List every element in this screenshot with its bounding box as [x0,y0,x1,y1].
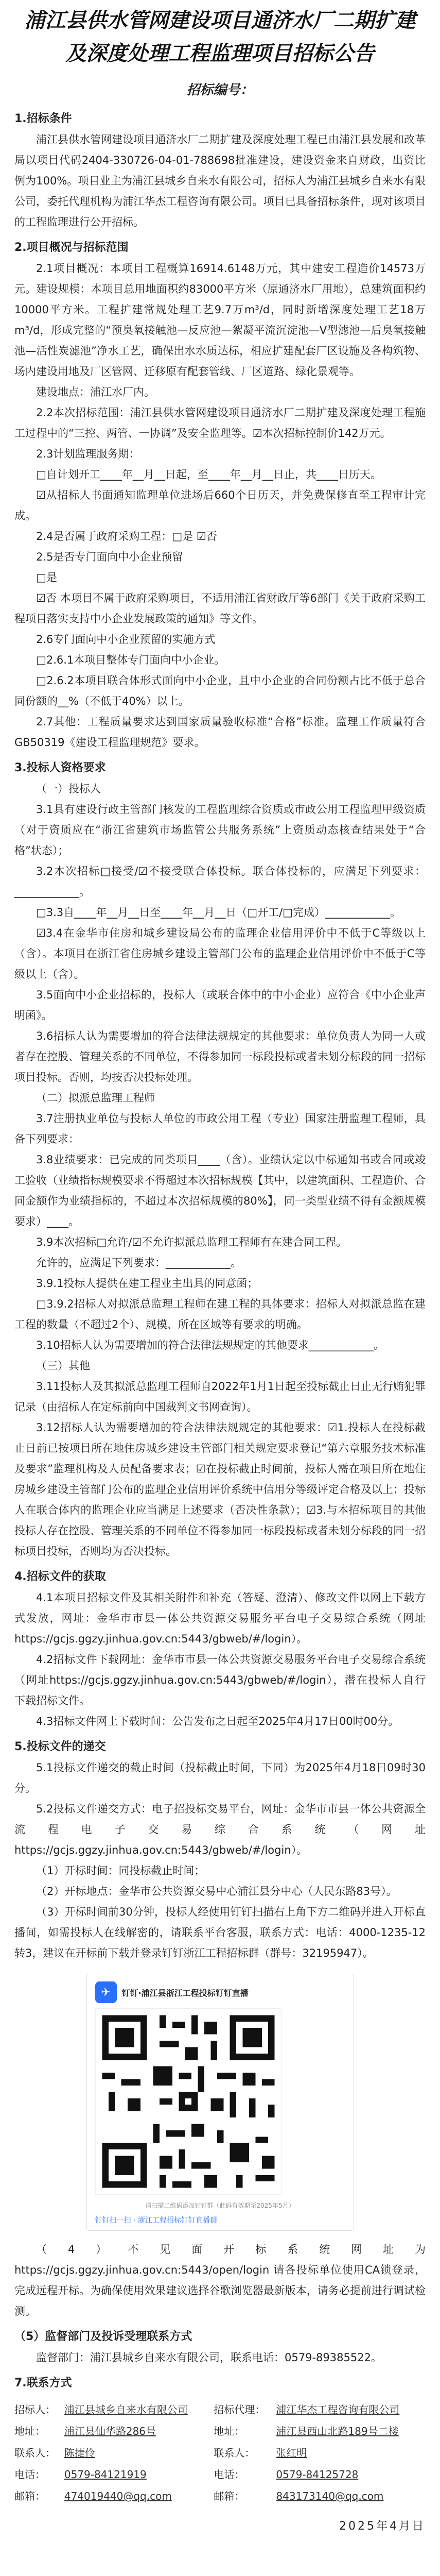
subheading-other: （三）其他 [36,1360,90,1372]
req-3-4: ☑3.4在金华市住房和城乡建设局公布的监理企业信用评价中不低于C等级以上（含）。本项目在浙江省住房城乡建设主管部门公布的监理企业信用评价中不低于C等级以上（含）。 [14,927,426,980]
req-3-9-1: 3.9.1投标人提供在建工程业主出具的同意函； [36,1277,258,1290]
qr-app-name: 钉钉·浦江县浙江工程投标钉钉直播 [121,1988,249,1998]
qr-footer: 钉钉扫一扫 · 浙江工程招标钉钉直播群 [95,2216,217,2225]
contact-value: 浦江县仙华路286号 [64,2425,156,2437]
opening-decrypt-note: （3）开标时间前30分钟，投标人经使用钉钉扫描右上角下方二维码并进入开标直播间，如需投标人在线解密的，请联系平台客服，联系方式：电话：4000-1235-12转3，建议在开标前下载并登录钉钉浙江工程招标群（群号：32195947）。 [14,1906,426,1959]
page-title: 浦江县供水管网建设项目通济水厂二期扩建及深度处理工程监理项目招标公告 [24,9,416,65]
req-3-9-allowed: 允许的，应满足下列要求：____________。 [36,1257,241,1269]
contact-value: 浦江县城乡自来水有限公司 [64,2403,188,2416]
contact-label: 招标代理： [214,2403,266,2416]
sme-method-heading: 2.6专门面向中小企业预留的实施方式 [36,633,216,646]
sme-reserve-no: ☑否 本项目不属于政府采购项目，不适用浦江省财政厅等6部门《关于政府采购工程项目落实支持中小企业发展政策的通知》等文件。 [14,592,426,625]
contact-row [14,2485,426,2507]
contact-label: 招标人： [14,2403,56,2416]
contact-value: 0579-84121919 [64,2468,147,2481]
sme-method-2: □2.6.2本项目联合体形式面向中小企业，且中小企业的合同份额占比不低于总合同份额的__%（不低于40%）以上。 [14,674,426,707]
section-heading-6: （5）监督部门及投诉受理联系方式 [14,2330,192,2343]
contact-row [14,2464,426,2485]
req-3-9-2: □3.9.2招标人对拟派总监理工程师在建工程的具体要求：招标人对拟派总监在建工程的数量（不超过2个）、规模、所在区域等有要求的明确。 [14,1298,426,1331]
req-3-1: 3.1具有建设行政主管部门核发的工程监理综合资质或市政公用工程监理甲级资质（对于资质应在“浙江省建筑市场监管公共服务系统”上资质动态核查结果处于“合格”状态）； [14,803,426,857]
sme-reserve-yes: □是 [36,571,57,584]
doc-4-1: 4.1本项目招标文件及其相关附件和补充（答疑、澄清）、修改文件以网上下载方式发放，网址：金华市市县一体公共资源交易服务平台电子交易综合系统（网址https://gcjs.ggzy.jinhua.gov.cn:5443/gbweb/#/login）。 [14,1591,426,1645]
quality-requirement: 2.7其他：工程质量要求达到国家质量验收标准“合格”标准。监理工作质量符合GB50319《建设工程监理规范》要求。 [14,716,426,749]
req-3-9: 3.9本次招标□允许/☑不允许拟派总监理工程师有在建合同工程。 [36,1236,347,1248]
contact-table [14,2399,426,2507]
req-3-6: 3.6招标人认为需要增加的符合法律法规规定的其他要求：单位负责人为同一人或者存在控股、管理关系的不同单位，不得参加同一标段投标或者未划分标段的同一招标项目投标。否则，均按否决投标处理。 [14,1030,426,1083]
government-procurement: 2.4是否属于政府采购工程：□是 ☑否 [36,530,217,543]
tender-number-label: 招标编号： [186,82,254,98]
contact-email[interactable]: 843173140@qq.com [276,2490,384,2502]
doc-4-3: 4.3招标文件网上下载时间：公告发布之日起至2025年4月17日00时00分。 [36,1715,399,1727]
section-heading-3: 3.投标人资格要求 [14,761,106,774]
dingtalk-logo-icon: ✈ [95,1981,117,2003]
opening-location: （2）开标地点：金华市公共资源交易中心浦江县分中心（人民东路83号）。 [36,1885,397,1897]
sme-method-1: □2.6.1本项目整体专门面向中小企业。 [36,654,225,666]
section-1-paragraph: 浦江县供水管网建设项目通济水厂二期扩建及深度处理工程已由浦江县发展和改革局以项目代码2404-330726-04-01-788698批准建设，建设资金来自财政，出资比例为100%。项目业主为浦江县城乡自来水有限公司，招标人为浦江县城乡自来水有限公司，委托代理机构为浦江华杰工程咨询有限公司。项目已具备招标条件，现对该项目的工程监理进行公开招标。 [14,133,426,228]
contact-value: 浦江县西山北路189号二楼 [276,2425,399,2437]
doc-4-2: 4.2招标文件下载网址：金华市市县一体公共资源交易服务平台电子交易综合系统（网址https://gcjs.ggzy.jinhua.gov.cn:5443/gbweb/#/login），潜在投标人自行下载招标文件。 [14,1653,426,1707]
contact-email[interactable]: 474019440@qq.com [64,2490,172,2502]
service-period-option-a: □自计划开工____年__月__日起，至____年__月__日止，共____日历天。 [36,468,381,481]
contact-label: 联系人： [214,2447,255,2459]
dingtalk-qr-card [86,1974,354,2231]
announcement-date: 2025年4月日 [339,2520,426,2533]
req-3-11: 3.11投标人及其拟派总监理工程师自2022年1月1日起至投标截止日止无行贿犯罪记录（由招标人在定标前向中国裁判文书网查询）。 [14,1380,426,1413]
contact-row [14,2442,426,2464]
contact-row [14,2420,426,2442]
construction-site: 建设地点：浦江水厂内。 [36,386,155,398]
contact-label: 地址： [214,2425,245,2437]
contact-label: 邮箱： [214,2490,245,2502]
project-overview: 2.1项目概况：本项目工程概算16914.6148万元，其中建安工程造价14573万元。建设规模：本项目总用地面积约83000平方米（原通济水厂用地），总建筑面积约10000平方米。工程扩建常规处理工艺9.7万m³/d，同时新增深度处理工艺18万m³/d，形成完整的“预臭氧接触池—反应池—絮凝平流沉淀池—V型滤池—后臭氧接触池—活性炭滤池”净水工艺，确保出水水质达标，相应扩建配套厂区设施及各构筑物、场内建设用地及厂区管网、迁移原有配套管线、厂区道路、绿化景观等。 [14,262,426,378]
section-heading-1: 1.招标条件 [14,112,72,125]
contact-row [14,2399,426,2420]
service-period-heading: 2.3计划监理服务期： [36,448,140,460]
req-3-3: □3.3自____年__月__日至____年__月__日（□开工/□完成）____________。 [36,906,401,919]
contact-value: 陈捷伶 [64,2447,95,2459]
contact-value: 浦江华杰工程咨询有限公司 [276,2403,400,2416]
contact-label: 邮箱： [14,2490,45,2502]
service-period-option-b: ☑从招标人书面通知监理单位进场后660个日历天，并免费保修直至工程审计完成。 [14,489,426,522]
req-3-8: 3.8业绩要求：已完成的同类项目____（含）。业绩认定以中标通知书或合同或竣工验收（业绩指标规模要求不得超过本次招标规模【其中，以建筑面积、工程造价、合同金额作为业绩指标的，不超过本次招标规模的80%】，同一类型业绩不得有金额规模要求）____。 [14,1154,426,1228]
contact-value: 张红明 [276,2447,307,2459]
req-3-5: 3.5面向中小企业招标的，投标人（或联合体中的中小企业）应符合《中小企业声明函》。 [14,989,426,1022]
supervision-contact: 监督部门：浦江县城乡自来水有限公司，联系电话：0579-89385522。 [36,2351,382,2364]
contact-label: 地址： [14,2425,45,2437]
qr-note: 请扫描二维码添加钉钉群（此码有效期至2025年5月） [145,2202,295,2209]
contact-label: 电话： [214,2468,245,2481]
section-heading-4: 4.招标文件的获取 [14,1570,106,1583]
req-3-12: 3.12招标人认为需要增加的符合法律法规规定的其他要求：☑1.投标人在投标截止日前已按项目所在地住房城乡建设主管部门相关规定要求登记“第六章服务技术标准及要求”监理机构及人员配备要求表；☑在投标截止时间前，投标人需在项目所在地住房城乡建设主管部门公布的监理企业信用评价系统中信用分等级评定合格及以上；投标人在联合体内的监理企业应当满足上述要求（否决性条款）；☑3.与本招标项目的其他投标人存在控股、管理关系的不同单位不得参加同一标段投标或者未划分标段的同一招标项目投标，否则均为否决投标。 [14,1421,426,1557]
req-3-2: 3.2本次招标□接受/☑不接受联合体投标。联合体投标的，应满足下列要求：____________。 [14,865,426,898]
contact-value: 0579-84125728 [276,2468,359,2481]
qr-code-icon[interactable] [95,2008,281,2195]
section-heading-7: 7.联系方式 [14,2377,72,2389]
announcement-page [0,4,440,2576]
section-heading-5: 5.投标文件的递交 [14,1740,106,1753]
section-heading-2: 2.项目概况与招标范围 [14,241,129,254]
req-3-10: 3.10招标人认为需要增加的符合法律法规规定的其他要求____________。 [36,1339,384,1351]
tender-scope: 2.2本次招标范围：浦江县供水管网建设项目通济水厂二期扩建及深度处理工程施工过程中的“三控、两管、一协调”及安全监理等。☑本次招标控制价142万元。 [14,406,426,439]
subheading-bidder: （一）投标人 [36,783,101,795]
subheading-chief-supervisor: （二）拟派总监理工程师 [36,1092,155,1104]
submit-5-1: 5.1投标文件递交的截止时间（投标截止时间，下同）为2025年4月18日09时30分。 [14,1761,426,1794]
submit-5-2: 5.2投标文件递交方式：电子招投标交易平台，网址：金华市市县一体公共资源全流程电子交易综合系统（网址https://gcjs.ggzy.jinhua.gov.cn:5443/gbweb/#/login）。 [14,1803,426,1856]
remote-opening-note: （4）不见面开标系统网址为https://gcjs.ggzy.jinhua.gov.cn:5443/open/login 请各投标单位使用CA锁登录，完成远程开标。为确保使用效果建议选择谷歌浏览器最新版本，请务必提前进行调试检测。 [14,2243,426,2317]
contact-label: 联系人： [14,2447,56,2459]
sme-reserve-heading: 2.5是否专门面向中小企业预留 [36,551,183,563]
req-3-7: 3.7注册执业单位与投标人单位的市政公用工程（专业）国家注册监理工程师，具备下列要求： [14,1112,426,1145]
contact-label: 电话： [14,2468,45,2481]
opening-time: （1）开标时间：同投标截止时间； [36,1865,205,1877]
